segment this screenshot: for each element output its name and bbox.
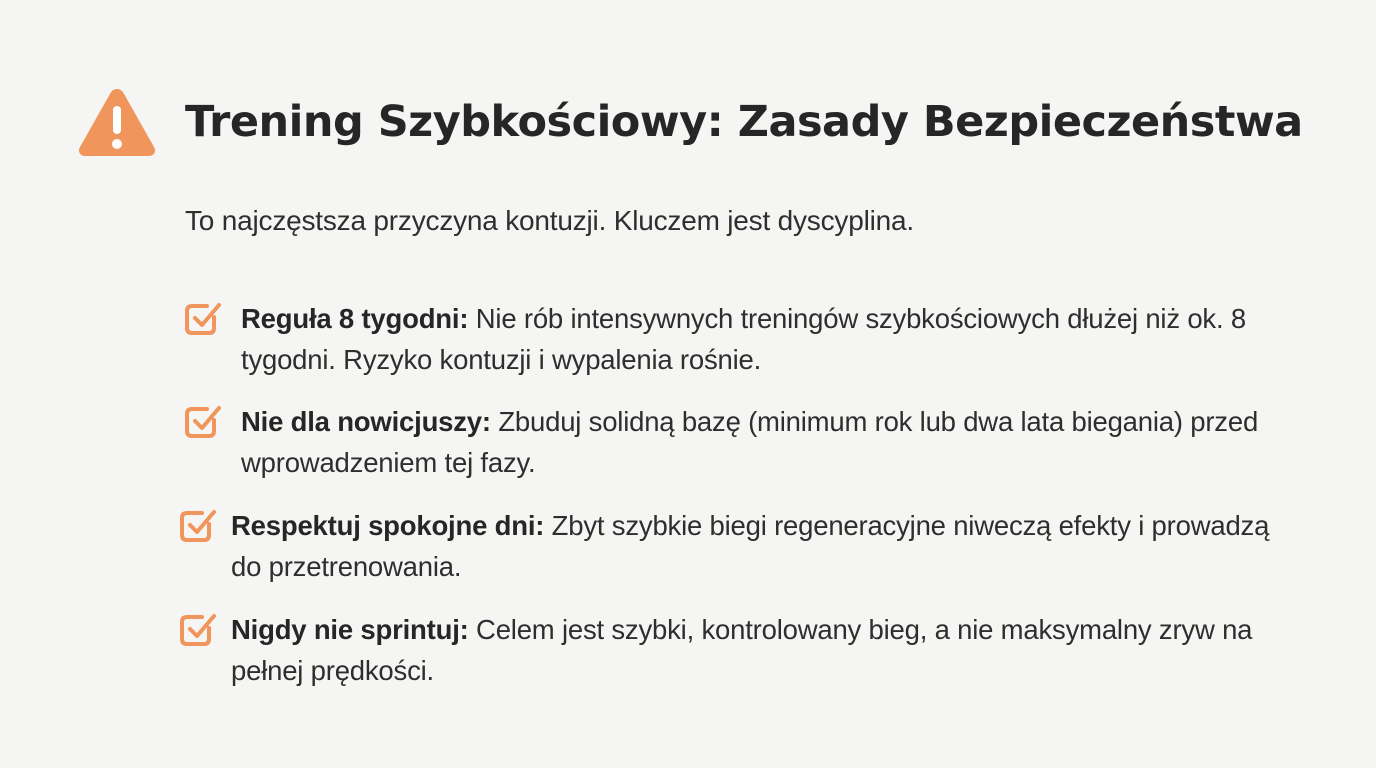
rule-description: Zbyt szybkie biegi regeneracyjne niweczą efekty i prowadzą do przetrenowania. — [231, 510, 1270, 582]
rule-item — [178, 609, 1271, 691]
rule-title: Reguła 8 tygodni: — [241, 303, 469, 334]
checkbox-checked-icon — [178, 609, 218, 649]
rule-text — [241, 298, 1281, 380]
rule-item — [183, 298, 1281, 380]
warning-icon — [76, 84, 158, 160]
header — [76, 84, 1303, 160]
subtitle: To najczęstsza przyczyna kontuzji. Kluczem jest dyscyplina. — [185, 205, 914, 236]
checkbox-checked-icon — [183, 298, 223, 338]
page-title: Trening Szybkościowy: Zasady Bezpieczeństwa — [185, 97, 1303, 147]
rule-title: Nie dla nowicjuszy: — [241, 406, 491, 437]
rule-title: Nigdy nie sprintuj: — [231, 614, 469, 645]
rule-title: Respektuj spokojne dni: — [231, 510, 545, 541]
rule-text — [231, 505, 1271, 587]
rule-description: Nie rób intensywnych treningów szybkościowych dłużej niż ok. 8 tygodni. Ryzyko kontuzji i wypalenia rośnie. — [241, 303, 1246, 375]
rule-text — [241, 401, 1281, 483]
rule-item — [178, 505, 1271, 587]
rule-description: Celem jest szybki, kontrolowany bieg, a nie maksymalny zryw na pełnej prędkości. — [231, 614, 1253, 686]
checkbox-checked-icon — [178, 505, 218, 545]
rule-description: Zbuduj solidną bazę (minimum rok lub dwa lata biegania) przed wprowadzeniem tej fazy. — [241, 406, 1259, 478]
checkbox-checked-icon — [183, 401, 223, 441]
rule-text — [231, 609, 1271, 691]
rule-item — [183, 401, 1281, 483]
